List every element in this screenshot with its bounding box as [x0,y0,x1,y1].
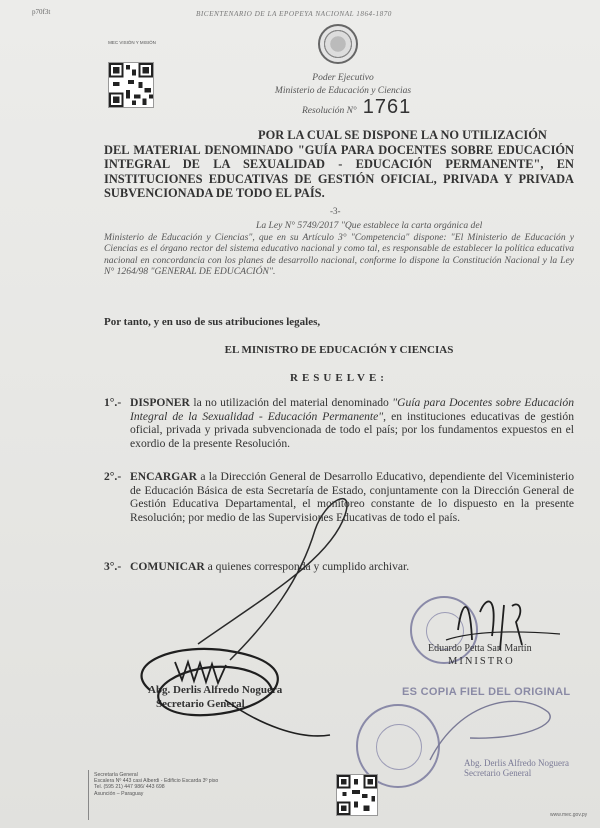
article-1 [104,396,574,450]
corner-code: p70f3t [32,8,51,16]
secretary-name: Abg. Derlis Alfredo Noguera [148,684,283,696]
minister-title: MINISTRO [448,656,515,667]
article-verb: ENCARGAR [130,470,197,483]
footer-line: Tel. (595 21) 447 986/ 443 698 [94,784,165,791]
article-italic-title: "Guía para Docentes sobre Educación Integral de la Sexualidad - Educación Permanente" [130,396,575,423]
resolution-title [104,128,574,201]
title-first-line: POR LA CUAL SE DISPONE LA NO UTILIZACIÓN [258,128,547,142]
header-line-1: Poder Ejecutivo [312,73,374,83]
considerando-body: Ministerio de Educación y Ciencias", que en su Artículo 3° "Competencia" dispone: "El Ministerio de Educación y Ciencias es el órgano rector del sistema educativo nacional y como tal, es responsable de establecer la política educativa nacional en concordancia con los planes de desarrollo nacional, conforme lo dispone la Constitución Nacional y la Ley N° 1264/98 "GENERAL DE EDUCACIÓN". [104,231,574,278]
title-body: DEL MATERIAL DENOMINADO "GUÍA PARA DOCENTES SOBRE EDUCACIÓN INTEGRAL DE LA SEXUALIDAD - EDUCACIÓN PERMANENTE", EN INSTITUCIONES EDUCATIVAS DE GESTIÓN OFICIAL, PRIVADA Y PRIVADA SUBVENCIONADA DE TODO EL PAÍS. [104,142,574,201]
article-verb: COMUNICAR [130,560,205,573]
article-2 [104,470,574,524]
article-label: 3°.- [104,560,122,573]
resolution-label: Resolución N° [302,106,357,116]
footer-qr-code-icon[interactable] [336,774,378,816]
certified-copy-stamp: ES COPIA FIEL DEL ORIGINAL [402,686,571,698]
article-text: la no utilización del material denominado [189,396,393,409]
article-label: 2°.- [104,470,122,483]
qr-code-icon[interactable] [108,62,154,108]
footer-line: Asunción – Paraguay [94,790,144,797]
considerando-paragraph [104,220,574,278]
ministry-header [248,72,438,98]
copy-signature-block [464,758,569,778]
article-text: a quienes corresponda y cumplido archivar. [204,560,410,573]
article-text: a la Dirección General de Desarrollo Educativo, dependiente del Viceministerio de Educación Básica de esta Secretaría de Estado, conjuntamente con la Dirección General de Gestión Educativa Departamental, el monitoreo constante de lo dispuesto en la presente Resolución; por medio de las Supervisiones Educativas de todo el país. [130,470,574,524]
resuelve-heading: RESUELVE: [290,372,388,384]
minister-heading: EL MINISTRO DE EDUCACIÓN Y CIENCIAS [224,344,454,356]
footer-website[interactable]: www.mec.gov.py [550,812,588,818]
national-seal-icon [318,24,358,64]
bicentenary-header: BICENTENARIO DE LA EPOPEYA NACIONAL 1864-1870 [196,10,392,18]
resolution-line [302,96,411,119]
footer-line: Escalera Nº 443 casi Alberdi - Edificio Escarda 3º piso [94,778,219,785]
minister-name: Eduardo Petta San Martín [428,643,532,654]
qr-caption: MEC VISIÓN Y MISIÓN [108,40,156,45]
considerando-first-line: La Ley N° 5749/2017 "Que establece la carta orgánica del [256,220,483,231]
resolution-number: 1761 [362,96,412,118]
por-tanto: Por tanto, y en uso de sus atribuciones legales, [104,316,321,328]
page-marker: -3- [330,206,341,216]
footer-address [94,772,218,797]
header-line-2: Ministerio de Educación y Ciencias [274,86,412,96]
article-verb: DISPONER [130,396,190,409]
secretary-title: Secretario General [156,698,245,710]
article-text-end: , en instituciones educativas de gestión oficial, privada y privada subvencionada de todo el país; por los fundamentos expuestos en el exordio de la presente Resolución. [130,409,574,450]
copy-signature-name: Abg. Derlis Alfredo Noguera [464,758,569,768]
article-label: 1°.- [104,396,122,409]
article-3 [104,560,574,574]
footer-rule [88,770,89,820]
footer-line: Secretaría General [94,772,138,778]
copy-signature-title: Secretario General [464,768,532,778]
